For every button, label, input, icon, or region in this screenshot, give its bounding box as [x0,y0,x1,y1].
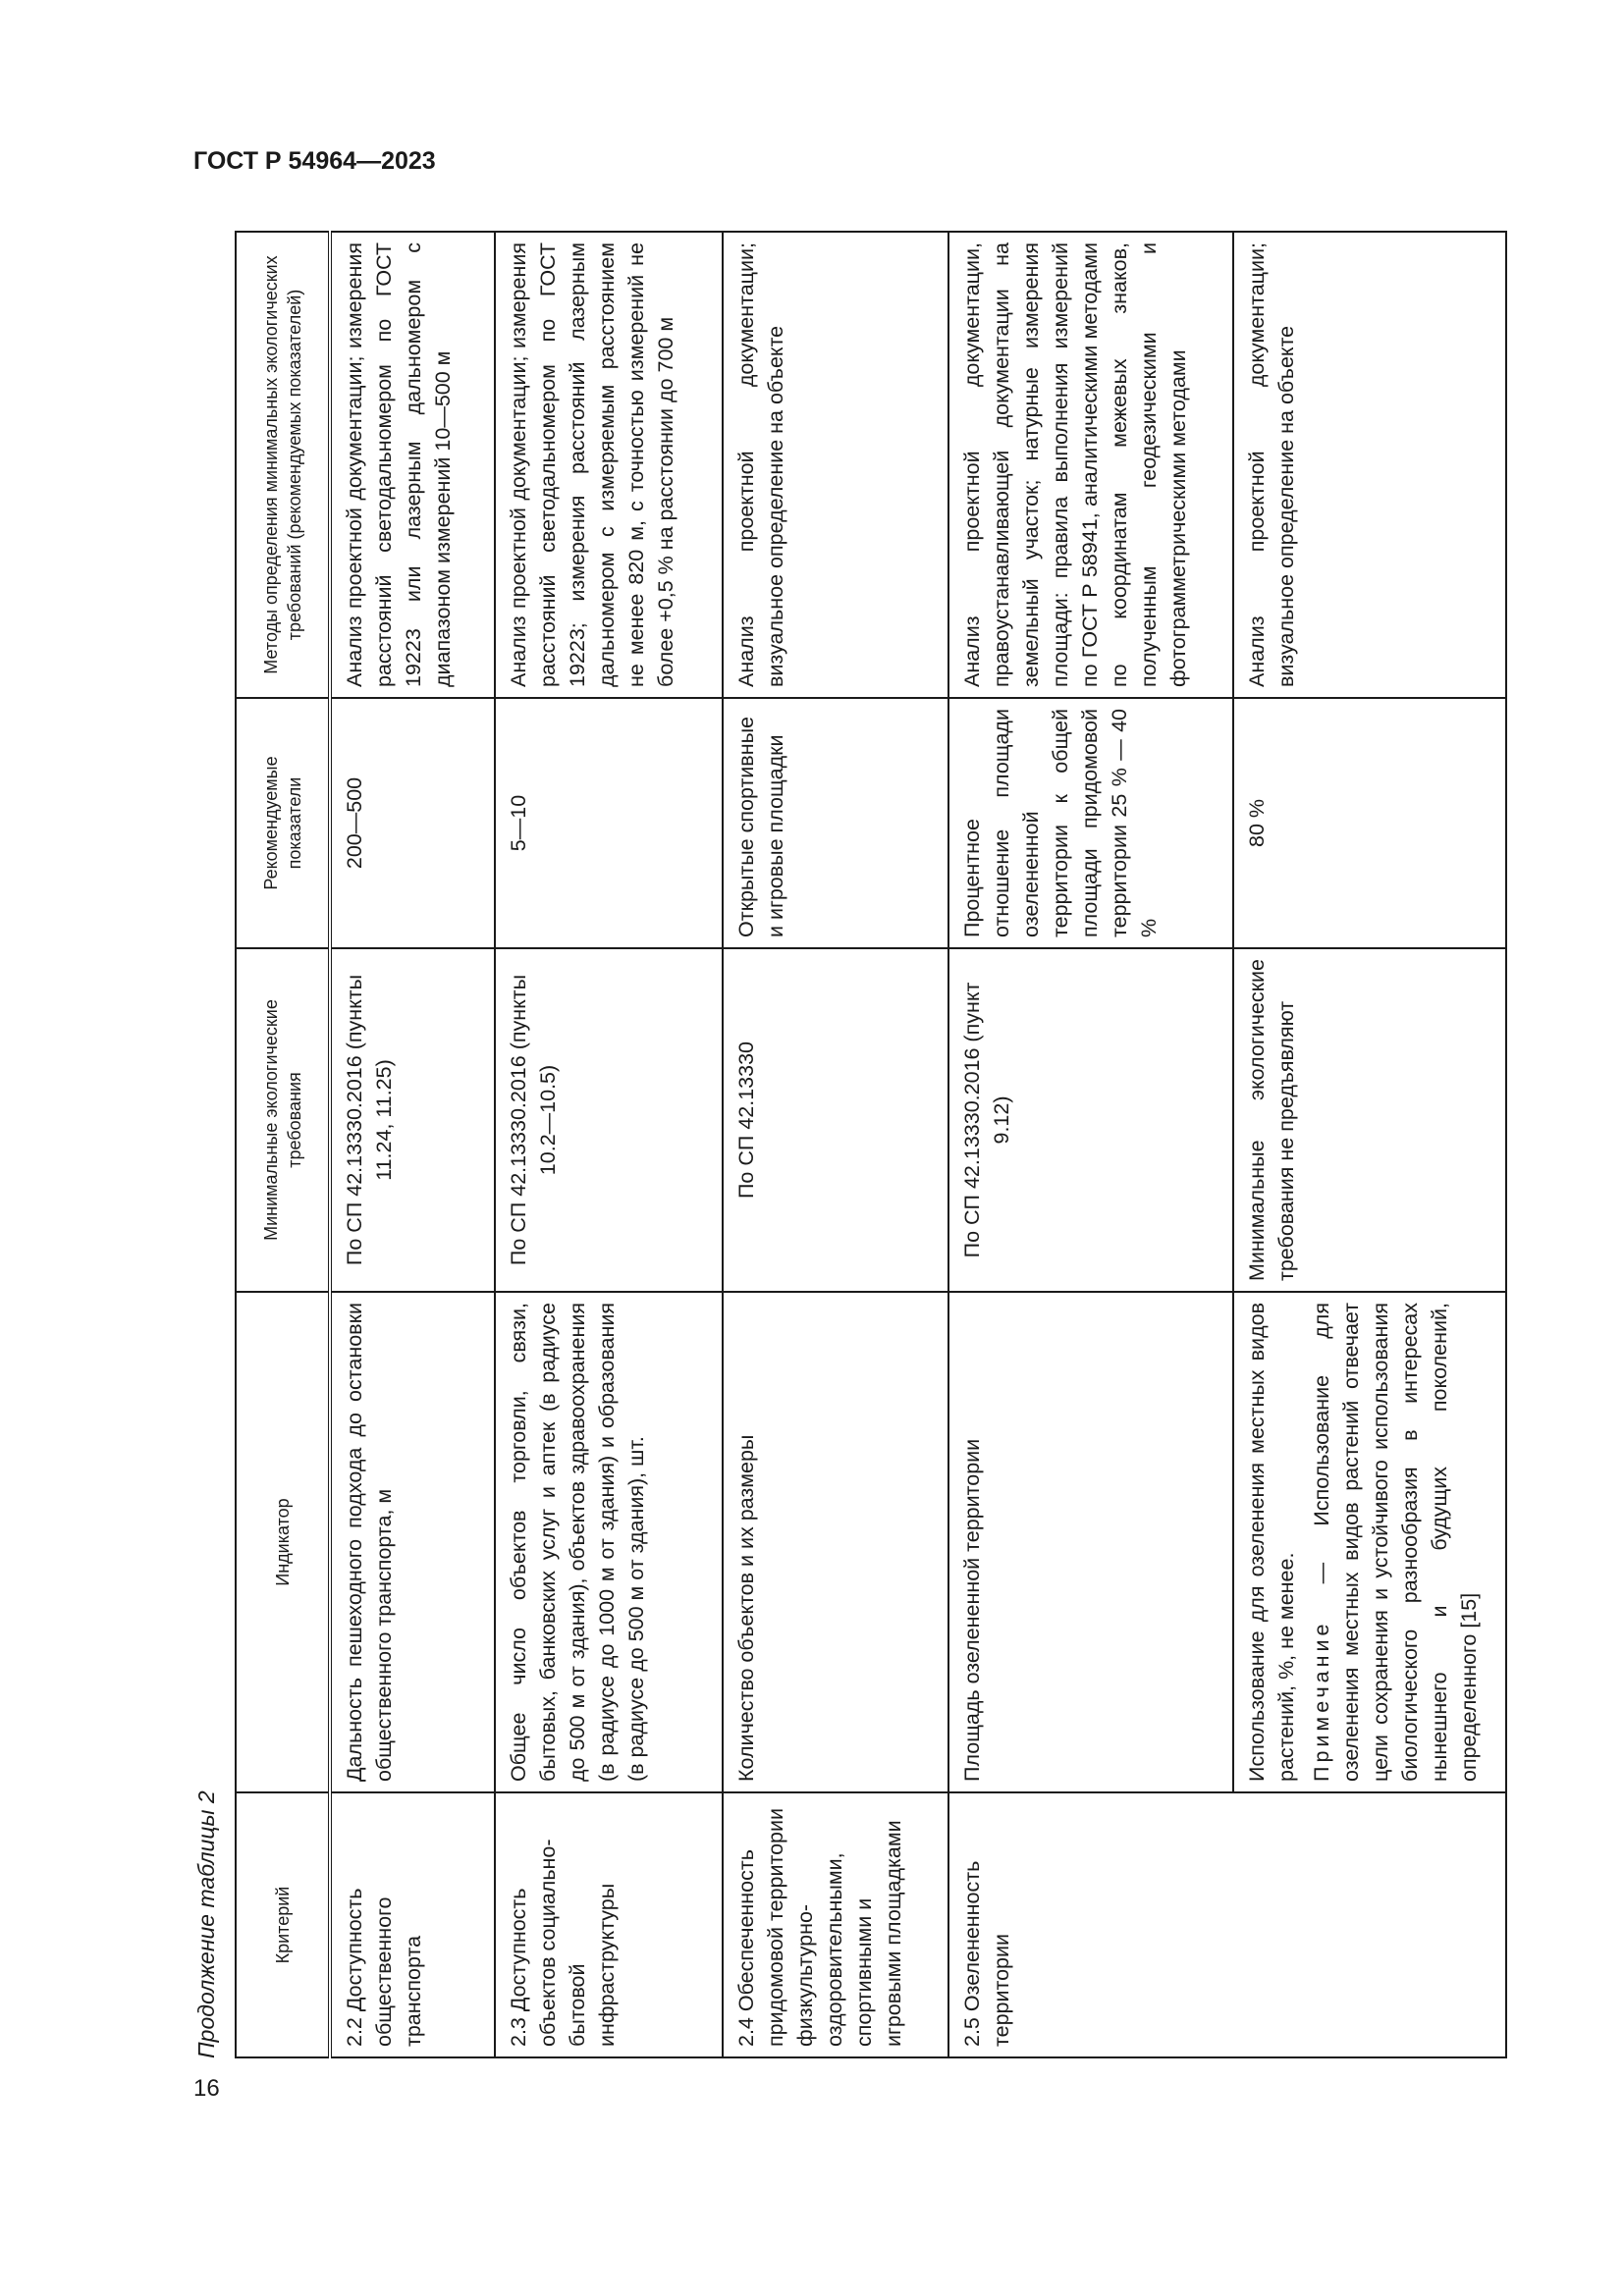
header-indicator: Индикатор [236,1292,330,1792]
cell-criterion: 2.2 Доступность общественного транспорта [330,1792,495,2057]
header-requirements: Минимальные экологические требования [236,948,330,1292]
note-text: — Использование для озеленения местных видов растений отвечает цели сохранения и устойчивого использования биологического разнообразия в интересах нынешнего и будущих поколений, определенного [15] [1310,1303,1481,1782]
note-paragraph [1307,1303,1484,1782]
page-number: 16 [193,2075,220,2102]
table-row [1233,232,1506,2057]
cell-methods: Анализ проектной документации; визуальное определение на объекте [723,232,948,698]
cell-requirements: По СП 42.13330.2016 (пункт 9.12) [948,948,1233,1292]
cell-recommended: 200—500 [330,698,495,948]
cell-criterion: 2.4 Обеспеченность придомовой территории физкультурно-оздоровительными, спортивными и игровыми площадками [723,1792,948,2057]
cell-indicator: Дальность пешеходного подхода до остановки общественного транспорта, м [330,1292,495,1792]
cell-indicator: Количество объектов и их размеры [723,1292,948,1792]
cell-methods: Анализ проектной документации; измерения расстояний светодальномером по ГОСТ 19223; измерения расстояний лазерным дальномером с измеряемым расстоянием не менее 820 м, с точностью измерений не более +0,5 % на расстоянии до 700 м [495,232,723,698]
cell-criterion: 2.3 Доступность объектов социально-бытовой инфраструктуры [495,1792,723,2057]
cell-requirements: По СП 42.13330.2016 (пункты 11.24, 11.25) [330,948,495,1292]
header-criterion: Критерий [236,1792,330,2057]
cell-recommended: Процентное отношение площади озелененной территории к общей площади придомовой территории 25 % — 40 % [948,698,1233,948]
note-label: Примечание [1310,1620,1333,1782]
table-row [495,232,723,2057]
cell-indicator: Общее число объектов торговли, связи, бытовых, банковских услуг и аптек (в радиусе до 500 м от здания), объектов здравоохранения (в радиусе до 1000 м от здания) и образования (в радиусе до 500 м от здания), шт. [495,1292,723,1792]
indicator-text: Использование для озеленения местных видов растений, %, не менее. [1245,1303,1298,1782]
cell-recommended: Открытые спортивные и игровые площадки [723,698,948,948]
table-caption: Продолжение таблицы 2 [193,1790,219,2058]
header-recommended: Рекомендуемые показатели [236,698,330,948]
cell-criterion: 2.5 Озелененность территории [948,1792,1506,2057]
cell-methods: Анализ проектной документации, правоустанавливающей документации на земельный участок; натурные измерения площади: правила выполнения измерений по ГОСТ Р 58941, аналитическими методами по координатам межевых знаков, полученным геодезическими и фотограмметрическими методами [948,232,1233,698]
table-row [723,232,948,2057]
cell-methods: Анализ проектной документации; визуальное определение на объекте [1233,232,1506,698]
criteria-table [235,231,1507,2058]
document-header: ГОСТ Р 54964—2023 [193,147,436,175]
table-row [330,232,495,2057]
cell-requirements: По СП 42.13330 [723,948,948,1292]
table-container [191,233,1507,2058]
rotated-table-region [191,233,1507,2058]
table-header-row [236,232,330,2057]
cell-indicator [1233,1292,1506,1792]
cell-recommended: 5—10 [495,698,723,948]
cell-requirements: Минимальные экологические требования не предъявляют [1233,948,1506,1292]
cell-indicator: Площадь озелененной территории [948,1292,1233,1792]
cell-requirements: По СП 42.13330.2016 (пункты 10.2—10.5) [495,948,723,1292]
cell-recommended: 80 % [1233,698,1506,948]
header-methods: Методы определения минимальных экологических требований (рекомендуемых показателей) [236,232,330,698]
table-row [948,232,1233,2057]
cell-methods: Анализ проектной документации; измерения расстояний светодальномером по ГОСТ 19223 или лазерным дальномером с диапазоном измерений 10—500 м [330,232,495,698]
